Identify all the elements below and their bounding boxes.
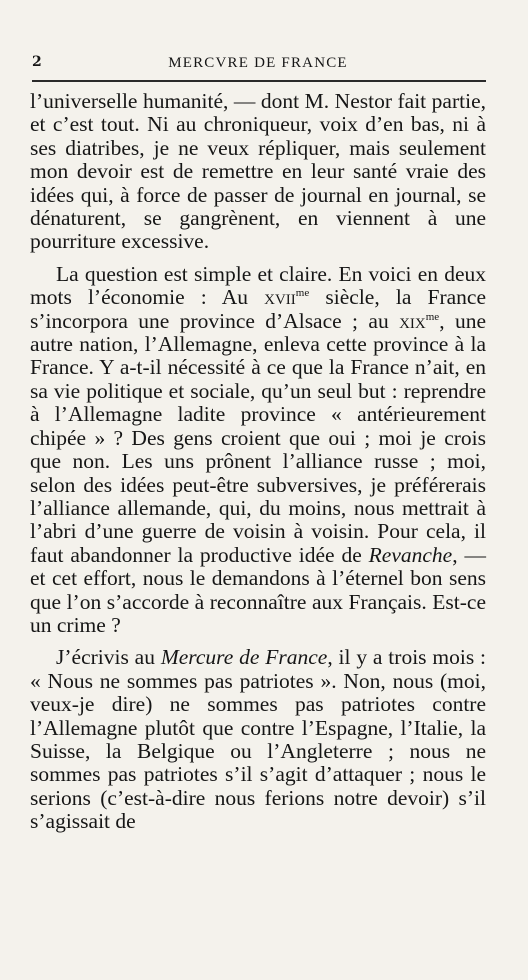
century-19-suffix: me (425, 310, 440, 323)
paragraph-2-text-a: La question est simple et claire. En voici en deux mots l’économie : Au (30, 261, 486, 310)
body-text (30, 90, 486, 834)
page-number: 2 (32, 54, 42, 70)
revanche-italic: Revanche (368, 542, 453, 567)
century-17: xvii (264, 285, 296, 310)
paragraph-3-text-b: , il y a trois mois : « Nous ne sommes pas patriotes ». Non, nous (moi, veux-je dire) ne sommes pas patriotes contre l’Allemagne plutôt que contre l’Espagne, l’Italie, la Suisse, la Belgique ou l’Angleterre ; nous ne sommes pas patriotes s’il s’agit d’attaquer ; nous le serions (c’est-à-dire nous ferions notre devoir) s’il s’agissait de (30, 645, 487, 834)
paragraph-2 (30, 263, 486, 638)
header-rule (32, 80, 486, 82)
paragraph-2-text-d: , — et cet effort, nous le demandons à l’éternel bon sens que l’on s’accorde à reconnaître aux Français. Est-ce un crime ? (30, 542, 487, 637)
paragraph-2-text-b: siècle, la France s’incorpora une province d’Alsace ; au (30, 285, 486, 333)
paragraph-2-text-c: , une autre nation, l’Allemagne, enleva cette province à la France. Y a-t-il nécessité à ce que la France n’ait, en sa vie politique et sociale, qu’un seul but : reprendre à l’Allemagne ladite province « antérieurement chipée » ? Des gens croient que oui ; moi je crois que non. Les uns prônent l’alliance russe ; moi, selon des idées peut-être subversives, je préférerais l’alliance allemande, qui, du moins, nous mettrait à l’abri d’une guerre de voisin à voisin. Pour cela, il faut abandonner la productive idée de (30, 308, 486, 567)
paragraph-1: l’universelle humanité, — dont M. Nestor fait partie, et c’est tout. Ni au chroniqueur, voix d’en bas, ni à ses diatribes, je ne veux répliquer, mais seulement mon devoir est de remettre en leur santé vraie des idées qui, à force de passer de journal en journal, se dénaturent, se gangrènent, en viennent à une pourriture excessive. (30, 89, 486, 254)
century-19: xix (399, 308, 426, 333)
paragraph-3 (30, 646, 486, 833)
journal-title-italic: Mercure de France (160, 645, 328, 670)
century-17-suffix: me (295, 287, 310, 300)
running-title: MERCVRE DE FRANCE (168, 55, 348, 71)
page-header (30, 52, 486, 76)
paragraph-3-text-a: J’écrivis au (56, 645, 161, 670)
